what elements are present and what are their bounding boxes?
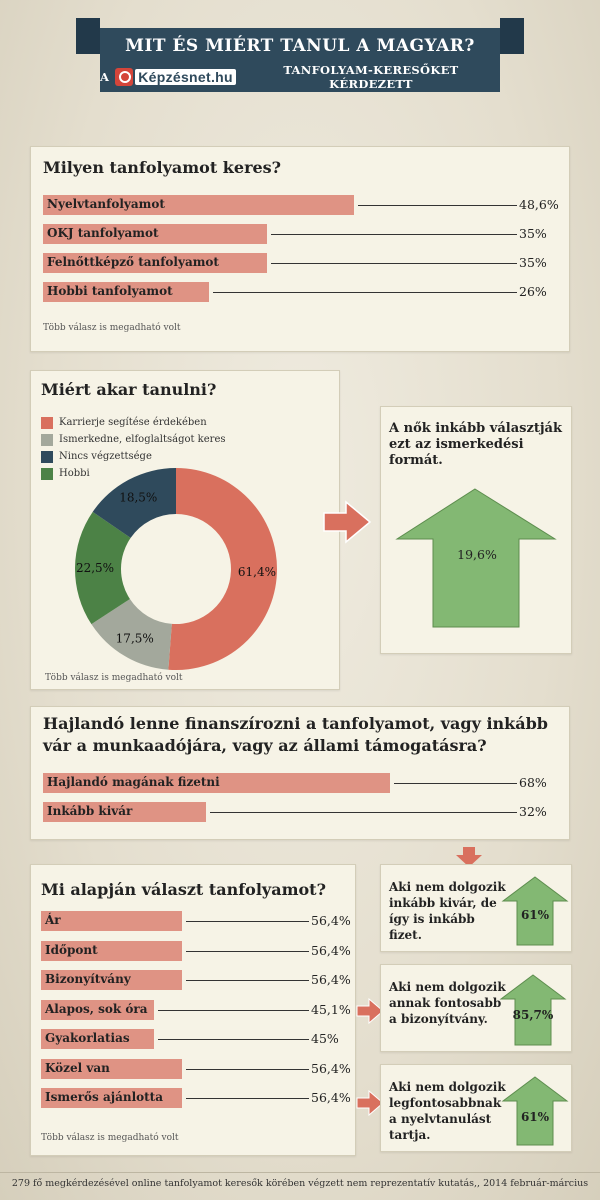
- panel-course-type: [30, 146, 570, 352]
- bar-row: [41, 1029, 347, 1049]
- bar-leader-line: [210, 812, 517, 813]
- legend-label: Ismerkedne, elfoglaltságot keres: [59, 434, 226, 445]
- bar-leader-line: [271, 263, 517, 264]
- donut-slice-label: 22,5%: [75, 561, 115, 576]
- donut-slice-label: 61,4%: [237, 565, 277, 580]
- bar-row: [41, 1088, 351, 1108]
- bar-value-label: 26%: [519, 284, 547, 299]
- arrow-right-icon: [322, 500, 372, 544]
- bar-label: Ismerős ajánlotta: [45, 1090, 164, 1104]
- bar-row: [41, 970, 351, 990]
- bar-label: Hobbi tanfolyamot: [47, 284, 173, 298]
- panel-why-learn-note: Több válasz is megadható volt: [45, 673, 183, 683]
- panel-unemployed-language: [380, 1064, 572, 1152]
- subtitle-suffix: TANFOLYAM-KERESŐKET KÉRDEZETT: [283, 63, 459, 91]
- bar-leader-line: [271, 234, 517, 235]
- bar-label: OKJ tanfolyamot: [47, 226, 159, 240]
- panel-why-learn: [30, 370, 340, 690]
- bar-row: [43, 224, 553, 244]
- bar-value-label: 56,4%: [311, 972, 351, 987]
- bar-label: Gyakorlatias: [45, 1031, 130, 1045]
- banner-ribbon-right: [500, 18, 524, 54]
- bar-row: [43, 773, 553, 793]
- bar-label: Felnőttképző tanfolyamot: [47, 255, 219, 269]
- bar: [41, 911, 182, 931]
- legend-label: Nincs végzettsége: [59, 451, 152, 462]
- donut-slice-label: 18,5%: [119, 490, 158, 505]
- page-title: MIT ÉS MIÉRT TANUL A MAGYAR?: [125, 36, 475, 56]
- unemployed-language-text: Aki nem dolgozik legfontosabbnak a nyelvtanulást tartja.: [389, 1080, 506, 1142]
- logo-text: Képzésnet.hu: [135, 69, 236, 85]
- bar-value-label: 35%: [519, 226, 547, 241]
- bar-label: Nyelvtanfolyamot: [47, 197, 165, 211]
- bar-leader-line: [186, 951, 309, 952]
- bar-leader-line: [158, 1039, 309, 1040]
- bar-label: Időpont: [45, 942, 98, 957]
- panel-why-learn-title: Miért akar tanulni?: [41, 380, 217, 399]
- unemployed-wait-text: Aki nem dolgozik inkább kivár, de így is inkább fizet.: [389, 880, 506, 942]
- bar-leader-line: [158, 1010, 309, 1011]
- page-subtitle: [100, 63, 500, 91]
- bar-leader-line: [186, 1098, 309, 1099]
- legend-label: Hobbi: [59, 468, 90, 479]
- bar-row: [41, 1059, 351, 1079]
- bar-leader-line: [358, 205, 517, 206]
- panel-financing-title: Hajlandó lenne finanszírozni a tanfolyamot, vagy inkább vár a munkaadójára, vagy az állami támogatásra?: [43, 714, 548, 755]
- header-banner: [100, 28, 500, 92]
- bar-row: [43, 802, 553, 822]
- subtitle-prefix: A: [100, 70, 110, 84]
- bar-leader-line: [186, 921, 309, 922]
- panel-course-type-title: Milyen tanfolyamot keres?: [43, 158, 282, 177]
- panel-choose-by-title: Mi alapján választ tanfolyamot?: [41, 880, 326, 899]
- bar-label: Inkább kivár: [47, 804, 133, 818]
- panel-financing: [30, 706, 570, 840]
- bar-row: [43, 253, 553, 273]
- bar-value-label: 48,6%: [519, 197, 559, 212]
- panel-choose-by-note: Több válasz is megadható volt: [41, 1133, 179, 1143]
- bar-value-label: 56,4%: [311, 913, 351, 928]
- bar-row: [43, 282, 553, 302]
- bar-value-label: 45,1%: [311, 1001, 351, 1017]
- bar-value-label: 35%: [519, 255, 547, 270]
- bar-leader-line: [394, 783, 517, 784]
- unemployed-language-value: 61%: [520, 1110, 550, 1124]
- panel-unemployed-wait: [380, 864, 572, 952]
- panel-course-type-note: Több válasz is megadható volt: [43, 323, 181, 333]
- legend-label: Karrierje segítése érdekében: [59, 417, 207, 428]
- bar-label: Ár: [45, 913, 61, 927]
- panel-choose-by: [30, 864, 356, 1156]
- panel-unemployed-certificate: [380, 964, 572, 1052]
- footer-source-note: 279 fő megkérdezésével online tanfolyamot keresők körében végzett nem reprezentatív kutatás,, 2014 február-március: [0, 1172, 600, 1200]
- magnifier-logo-icon: [115, 68, 133, 86]
- unemployed-wait-value: 61%: [520, 908, 550, 922]
- bar-label: Hajlandó magának fizetni: [47, 775, 220, 789]
- bar-value-label: 68%: [519, 775, 547, 790]
- unemployed-certificate-value: 85,7%: [512, 1008, 554, 1022]
- kepzesnet-logo: [115, 68, 236, 86]
- bar-label: Közel van: [45, 1060, 110, 1075]
- bar-leader-line: [186, 980, 309, 981]
- bar-row: [43, 195, 559, 215]
- bar-value-label: 56,4%: [311, 942, 351, 958]
- bar-value-label: 56,4%: [311, 1090, 351, 1105]
- panel-women-callout: [380, 406, 572, 654]
- bar-label: Alapos, sok óra: [45, 1001, 148, 1016]
- donut-slice-label: 17,5%: [115, 631, 154, 646]
- bar-value-label: 32%: [519, 804, 547, 819]
- bar-leader-line: [213, 292, 517, 293]
- bar-label: Bizonyítvány: [45, 972, 131, 986]
- bar-row: [41, 911, 351, 931]
- bar-leader-line: [186, 1069, 309, 1070]
- bar-value-label: 56,4%: [311, 1060, 351, 1076]
- women-callout-value: 19,6%: [457, 547, 497, 562]
- banner-ribbon-left: [76, 18, 100, 54]
- green-up-arrow-icon: [381, 407, 573, 655]
- unemployed-certificate-text: Aki nem dolgozik annak fontosabb a bizonyítvány.: [389, 980, 506, 1026]
- bar-row: [41, 941, 351, 961]
- why-learn-donut-chart: [31, 371, 341, 691]
- bar-value-label: 45%: [311, 1031, 339, 1046]
- women-callout-text: A nők inkább választják ezt az ismerkedési formát.: [389, 421, 562, 468]
- bar-row: [41, 1000, 351, 1020]
